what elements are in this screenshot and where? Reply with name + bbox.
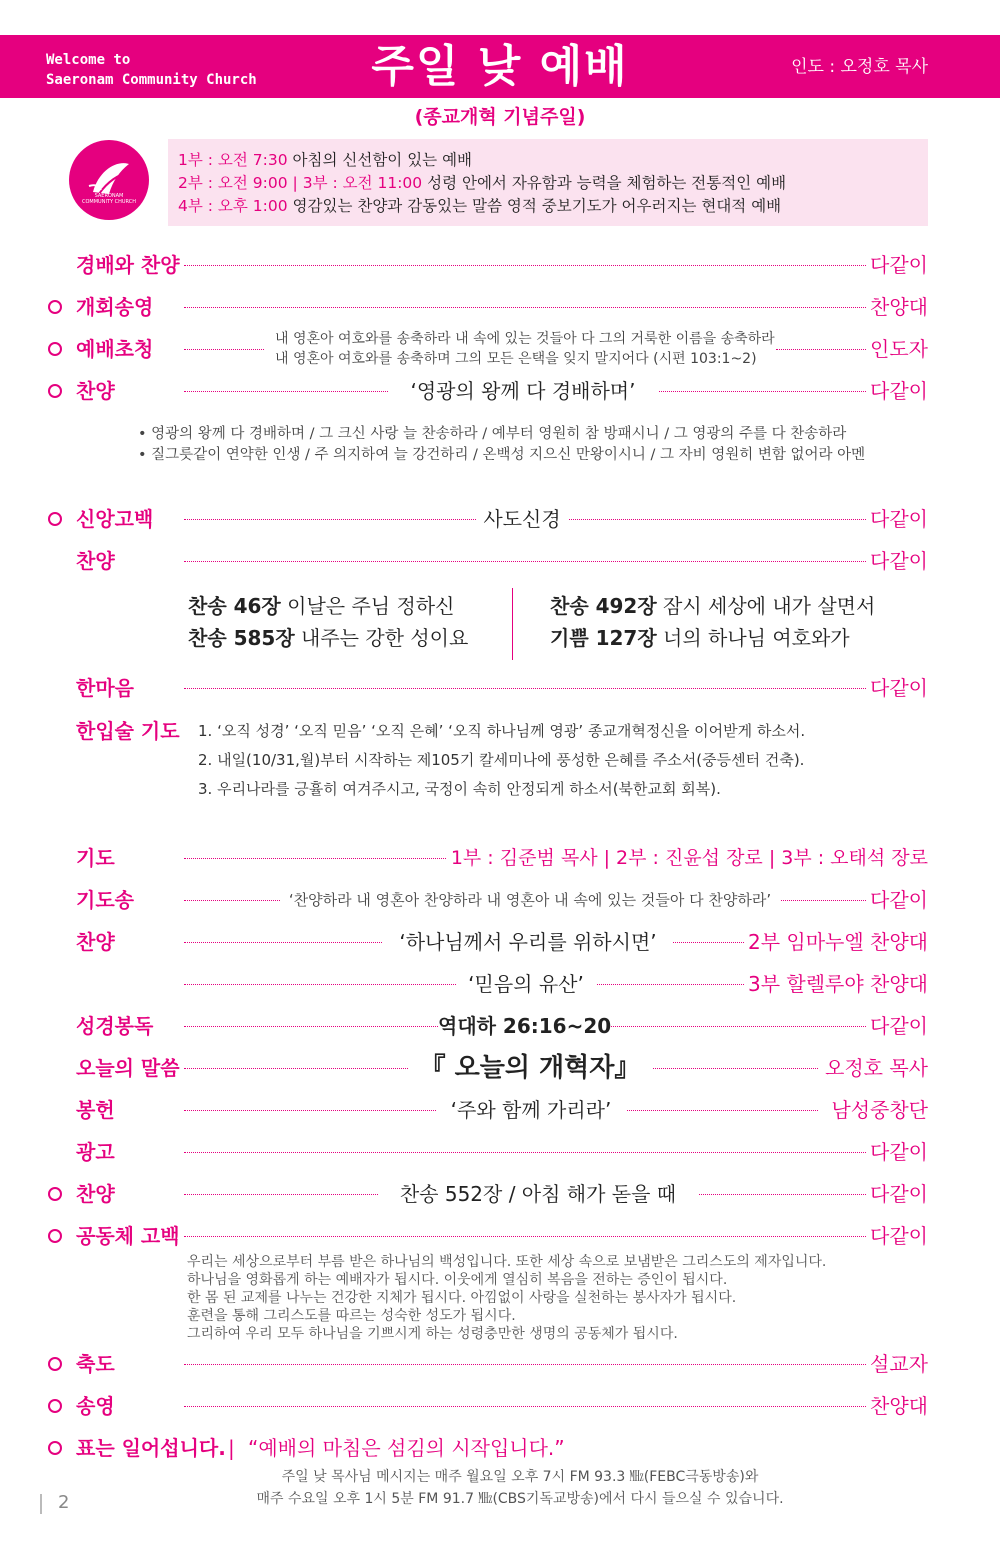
service-time: 1부 : 오전 7:30 (178, 151, 288, 169)
service-time: 4부 : 오후 1:00 (178, 197, 288, 215)
order-content: ‘찬양하라 내 영혼아 찬양하라 내 영혼아 내 속에 있는 것들아 다 찬양하라’ (280, 885, 780, 915)
order-row (48, 546, 928, 576)
order-performer: 다같이 (866, 1137, 928, 1167)
prayer-item: 2. 내일(10/31,월)부터 시작하는 제105기 칼세미나에 풍성한 은혜를 주소서(중등센터 건축). (198, 751, 805, 769)
order-performer: 찬양대 (866, 292, 928, 322)
community-creed (187, 1253, 826, 1343)
order-content: 찬송 552장 / 아침 해가 돋을 때 (378, 1179, 698, 1209)
broadcast-notice (0, 1466, 1000, 1510)
order-performer: 다같이 (866, 376, 928, 406)
hymn-list-right (550, 590, 875, 654)
standing-circle-icon (48, 384, 62, 398)
creed-line: 하나님을 영화롭게 하는 예배자가 됩시다. 이웃에게 열심히 복음을 전하는 증인이 됩시다. (187, 1272, 728, 1288)
standing-circle-icon (48, 1357, 62, 1371)
order-label: 한입술 기도 (76, 719, 180, 743)
worship-leader: 인도 : 오정호 목사 (791, 57, 928, 77)
standing-circle-icon (48, 512, 62, 526)
order-content: ‘주와 함께 가리라’ (436, 1095, 626, 1125)
order-label: 신앙고백 (76, 507, 154, 531)
hymn-item (550, 622, 875, 654)
order-content: ‘믿음의 유산’ (456, 969, 596, 999)
standing-circle-icon (48, 1399, 62, 1413)
logo-text (74, 193, 144, 205)
verse-line: 내 영혼아 여호와를 송축하며 그의 모든 은택을 잊지 말지어다 (시편 103:1~2) (275, 351, 757, 367)
order-performer: 오정호 목사 (821, 1053, 928, 1083)
order-performer: 3부 할렐루야 찬양대 (744, 969, 928, 999)
hymn-divider (512, 588, 513, 660)
hymn-number: 찬송 492장 (550, 594, 657, 618)
order-label: 찬양 (76, 930, 115, 954)
church-logo (69, 140, 149, 220)
service-4 (178, 195, 781, 217)
order-performer: 남성중창단 (827, 1095, 928, 1125)
order-row (48, 1179, 928, 1209)
notice-line: 주일 낮 목사님 메시지는 매주 월요일 오후 7시 FM 93.3 ㎒(FEBC극동방송)와 (281, 1469, 759, 1485)
standing-circle-icon (48, 342, 62, 356)
order-row (48, 1053, 928, 1083)
order-content: ‘하나님께서 우리를 위하시면’ (383, 927, 673, 957)
hymn-title: 잠시 세상에 내가 살면서 (663, 594, 876, 618)
welcome-line2: Saeronam Community Church (46, 72, 257, 88)
order-performer: 2부 임마누엘 찬양대 (744, 927, 928, 957)
order-performer: 다같이 (866, 546, 928, 576)
page-number-bar (40, 1494, 42, 1514)
prayer-list (198, 717, 805, 804)
dotted-leader (184, 265, 868, 266)
order-label: 축도 (76, 1352, 115, 1376)
lyric-line: • 영광의 왕께 다 경배하며 / 그 크신 사랑 늘 찬송하라 / 예부터 영원히 참 방패시니 / 그 영광의 주를 다 찬송하라 (138, 426, 847, 442)
closing-row (48, 1433, 928, 1463)
logo-text-line1: SAERONAM (94, 193, 124, 199)
order-label: 광고 (76, 1140, 115, 1164)
hymn-title: 이날은 주님 정하신 (287, 594, 455, 618)
order-row (48, 1095, 928, 1125)
dotted-leader (184, 307, 868, 308)
dove-leaf-icon (69, 140, 149, 220)
standing-circle-icon (48, 1229, 62, 1243)
service-time: 2부 : 오전 9:00 (178, 174, 288, 192)
order-label: 공동체 고백 (76, 1224, 180, 1248)
sermon-title: 『 오늘의 개혁자』 (408, 1053, 652, 1083)
order-label: 경배와 찬양 (76, 253, 180, 277)
order-label: 예배초청 (76, 337, 154, 361)
creed-line: 한 몸 된 교제를 나누는 건강한 지체가 됩시다. 아낌없이 사랑을 실천하는 봉사자가 됩시다. (187, 1290, 737, 1306)
standing-circle-icon (48, 1441, 62, 1455)
standing-circle-icon (48, 300, 62, 314)
hymn-title: 너의 하나님 여호와가 (663, 626, 850, 650)
closing-quote: “예배의 마침은 섬김의 시작입니다.” (248, 1436, 565, 1460)
dotted-leader (184, 349, 264, 350)
logo-text-line2: COMMUNITY CHURCH (81, 199, 136, 205)
hymn-number: 찬송 46장 (188, 594, 281, 618)
order-label: 봉헌 (76, 1098, 115, 1122)
order-label: 찬양 (76, 549, 115, 573)
dotted-leader (184, 858, 488, 859)
order-row (48, 885, 928, 915)
service-desc: 성령 안에서 자유함과 능력을 체험하는 전통적인 예배 (427, 174, 787, 192)
hymn-number: 기쁨 127장 (550, 626, 657, 650)
order-performer: 1부 : 김준범 목사 | 2부 : 진윤섭 장로 | 3부 : 오태석 장로 (447, 843, 928, 873)
order-row (48, 504, 928, 534)
lyric-line: • 질그릇같이 연약한 인생 / 주 의지하여 늘 강건하리 / 온백성 지으신 만왕이시니 / 그 자비 영원히 변함 없어라 아멘 (138, 447, 866, 463)
dotted-leader (184, 1364, 868, 1365)
hymn-item (188, 590, 468, 622)
order-label: 찬양 (76, 379, 115, 403)
prayer-item: 3. 우리나라를 긍휼히 여겨주시고, 국정이 속히 안정되게 하소서(북한교회 회복). (198, 780, 721, 798)
dotted-leader (184, 1406, 868, 1407)
order-label: 송영 (76, 1394, 115, 1418)
standing-circle-icon (48, 1187, 62, 1201)
order-label: 성경봉독 (76, 1014, 154, 1038)
dotted-leader (184, 688, 868, 689)
order-row (48, 843, 928, 873)
order-label: 기도 (76, 846, 115, 870)
order-label: 기도송 (76, 888, 134, 912)
dotted-leader (184, 561, 868, 562)
order-row (48, 1349, 928, 1379)
service-2-3 (178, 172, 786, 194)
order-row (48, 1221, 928, 1251)
order-performer: 다같이 (866, 885, 928, 915)
hymn-title: 내주는 강한 성이요 (301, 626, 469, 650)
praise-lyrics (138, 424, 865, 466)
order-performer: 인도자 (866, 334, 928, 364)
order-row (48, 969, 928, 999)
page-title: 주일 낮 예배 (371, 41, 629, 92)
order-label: 개회송영 (76, 295, 154, 319)
order-row (48, 376, 928, 406)
page-subtitle: (종교개혁 기념주일) (414, 106, 586, 128)
creed-line: 그리하여 우리 모두 하나님을 기쁘시게 하는 성령충만한 생명의 공동체가 됩시다. (187, 1326, 678, 1342)
hymn-list-left (188, 590, 468, 654)
service-time: 3부 : 오전 11:00 (302, 174, 423, 192)
order-content: ‘영광의 왕께 다 경배하며’ (388, 376, 658, 406)
welcome-line1: Welcome to (46, 52, 131, 68)
order-row (48, 292, 928, 322)
creed-line: 훈련을 통해 그리스도를 따르는 성숙한 성도가 됩시다. (187, 1308, 516, 1324)
order-performer: 다같이 (866, 1221, 928, 1251)
standing-legend: 표는 일어섭니다. (76, 1436, 226, 1460)
order-row (48, 1137, 928, 1167)
order-performer: 찬양대 (866, 1391, 928, 1421)
hymn-number: 찬송 585장 (188, 626, 295, 650)
order-content: 역대하 26:16~20 (438, 1011, 608, 1041)
order-performer: 설교자 (866, 1349, 928, 1379)
page-number: 2 (58, 1492, 70, 1513)
verse-line: 내 영혼아 여호와를 송축하라 내 속에 있는 것들아 다 그의 거룩한 이름을 송축하라 (275, 331, 775, 347)
order-performer: 다같이 (866, 504, 928, 534)
order-label: 오늘의 말씀 (76, 1056, 180, 1080)
order-label: 한마음 (76, 676, 134, 700)
order-performer: 다같이 (866, 250, 928, 280)
order-performer: 다같이 (866, 1179, 928, 1209)
prayer-item: 1. ‘오직 성경’ ‘오직 믿음’ ‘오직 은혜’ ‘오직 하나님께 영광’ 종교개혁정신을 이어받게 하소서. (198, 722, 806, 740)
service-desc: 영감있는 찬양과 감동있는 말씀 영적 중보기도가 어우러지는 현대적 예배 (292, 197, 782, 215)
order-row (48, 1391, 928, 1421)
order-row (48, 1011, 928, 1041)
dotted-leader (184, 1236, 868, 1237)
service-1 (178, 149, 472, 171)
creed-line: 우리는 세상으로부터 부름 받은 하나님의 백성입니다. 또한 세상 속으로 보냄받은 그리스도의 제자입니다. (187, 1254, 827, 1270)
closing-separator: | (228, 1436, 235, 1460)
order-row (48, 673, 928, 703)
dotted-leader (184, 1152, 868, 1153)
hymn-item (550, 590, 875, 622)
hymn-item (188, 622, 468, 654)
order-row (48, 927, 928, 957)
service-separator: | (292, 174, 298, 192)
order-content: 사도신경 (476, 504, 568, 534)
order-label: 찬양 (76, 1182, 115, 1206)
invitation-verse (275, 329, 775, 369)
notice-line: 매주 수요일 오후 1시 5분 FM 91.7 ㎒(CBS기독교방송)에서 다시 들으실 수 있습니다. (256, 1491, 784, 1507)
service-desc: 아침의 신선함이 있는 예배 (292, 151, 473, 169)
dotted-leader (776, 349, 868, 350)
order-row (48, 250, 928, 280)
order-performer: 다같이 (866, 1011, 928, 1041)
order-performer: 다같이 (866, 673, 928, 703)
